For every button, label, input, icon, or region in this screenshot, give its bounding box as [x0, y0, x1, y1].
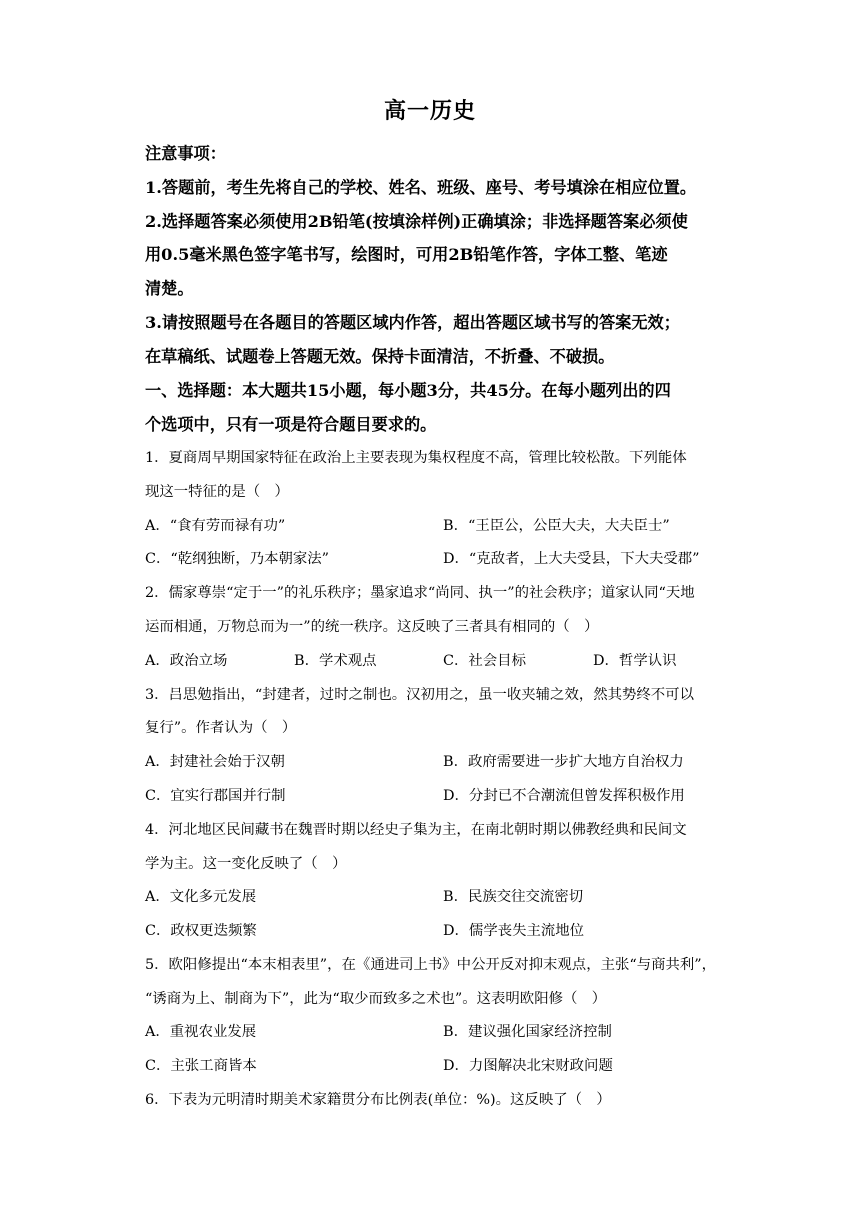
- question-stem: “诱商为上、制商为下”，此为“取少而致多之术也”。这表明欧阳修（ ）: [145, 991, 607, 1007]
- option-a: A．“食有劳而禄有功”: [145, 518, 286, 534]
- notice-line: 用0.5毫米黑色签字笔书写，绘图时，可用2B铅笔作答，字体工整、笔迹: [145, 245, 668, 264]
- question-stem: 6．下表为元明清时期美术家籍贯分布比例表(单位：%)。这反映了（ ）: [145, 1092, 611, 1108]
- option-b: B．政府需要进一步扩大地方自治权力: [443, 754, 684, 770]
- question-stem: 1．夏商周早期国家特征在政治上主要表现为集权程度不高，管理比较松散。下列能体: [145, 450, 687, 466]
- option-d: D．分封已不合潮流但曾发挥积极作用: [443, 788, 685, 804]
- option-a: A．封建社会始于汉朝: [145, 754, 285, 770]
- notice-line: 2.选择题答案必须使用2B铅笔(按填涂样例)正确填涂；非选择题答案必须使: [145, 212, 688, 231]
- notice-line: 在草稿纸、试题卷上答题无效。保持卡面清洁，不折叠、不破损。: [145, 347, 615, 366]
- option-a: A．政治立场: [145, 653, 228, 669]
- option-d: D．哲学认识: [593, 653, 677, 669]
- option-d: D．儒学丧失主流地位: [443, 923, 585, 939]
- option-d: D．“克敌者，上大夫受县，下大夫受郡”: [443, 551, 700, 567]
- notice-line: 3.请按照题号在各题目的答题区域内作答，超出答题区域书写的答案无效；: [145, 313, 680, 332]
- option-c: C．“乾纲独断，乃本朝家法”: [145, 551, 330, 567]
- page-title: 高一历史: [383, 98, 476, 124]
- option-b: B．建议强化国家经济控制: [443, 1024, 612, 1040]
- question-stem: 2．儒家尊崇“定于一”的礼乐秩序；墨家追求“尚同、执一”的社会秩序；道家认同“天地: [145, 585, 695, 601]
- option-d: D．力图解决北宋财政问题: [443, 1058, 613, 1074]
- question-stem: 5．欧阳修提出“本末相表里”，在《通进司上书》中公开反对抑末观点，主张“与商共利”，: [145, 957, 717, 973]
- question-stem: 复行”。作者认为（ ）: [145, 720, 297, 736]
- option-a: A．文化多元发展: [145, 889, 257, 905]
- notice-heading: 注意事项：: [145, 144, 226, 163]
- option-b: B．民族交往交流密切: [443, 889, 584, 905]
- option-b: B．“王臣公，公臣大夫，大夫臣士”: [443, 518, 670, 534]
- option-c: C．宜实行郡国并行制: [145, 788, 286, 804]
- notice-line: 1.答题前，考生先将自己的学校、姓名、班级、座号、考号填涂在相应位置。: [145, 178, 697, 197]
- option-c: C．社会目标: [443, 653, 526, 669]
- notice-line: 清楚。: [145, 279, 194, 298]
- question-stem: 现这一特征的是（ ）: [145, 484, 289, 500]
- question-stem: 运而相通，万物总而为一”的统一秩序。这反映了三者具有相同的（ ）: [145, 619, 599, 635]
- section-heading: 一、选择题：本大题共15小题，每小题3分，共45分。在每小题列出的四: [145, 381, 671, 400]
- option-c: C．主张工商皆本: [145, 1058, 257, 1074]
- question-stem: 4．河北地区民间藏书在魏晋时期以经史子集为主，在南北朝时期以佛教经典和民间文: [145, 822, 687, 838]
- option-c: C．政权更迭频繁: [145, 923, 257, 939]
- question-stem: 3．吕思勉指出，“封建者，过时之制也。汉初用之，虽一收夹辅之效，然其势终不可以: [145, 687, 694, 703]
- option-a: A．重视农业发展: [145, 1024, 257, 1040]
- option-b: B．学术观点: [294, 653, 377, 669]
- question-stem: 学为主。这一变化反映了（ ）: [145, 856, 347, 872]
- section-heading: 个选项中，只有一项是符合题目要求的。: [145, 415, 437, 434]
